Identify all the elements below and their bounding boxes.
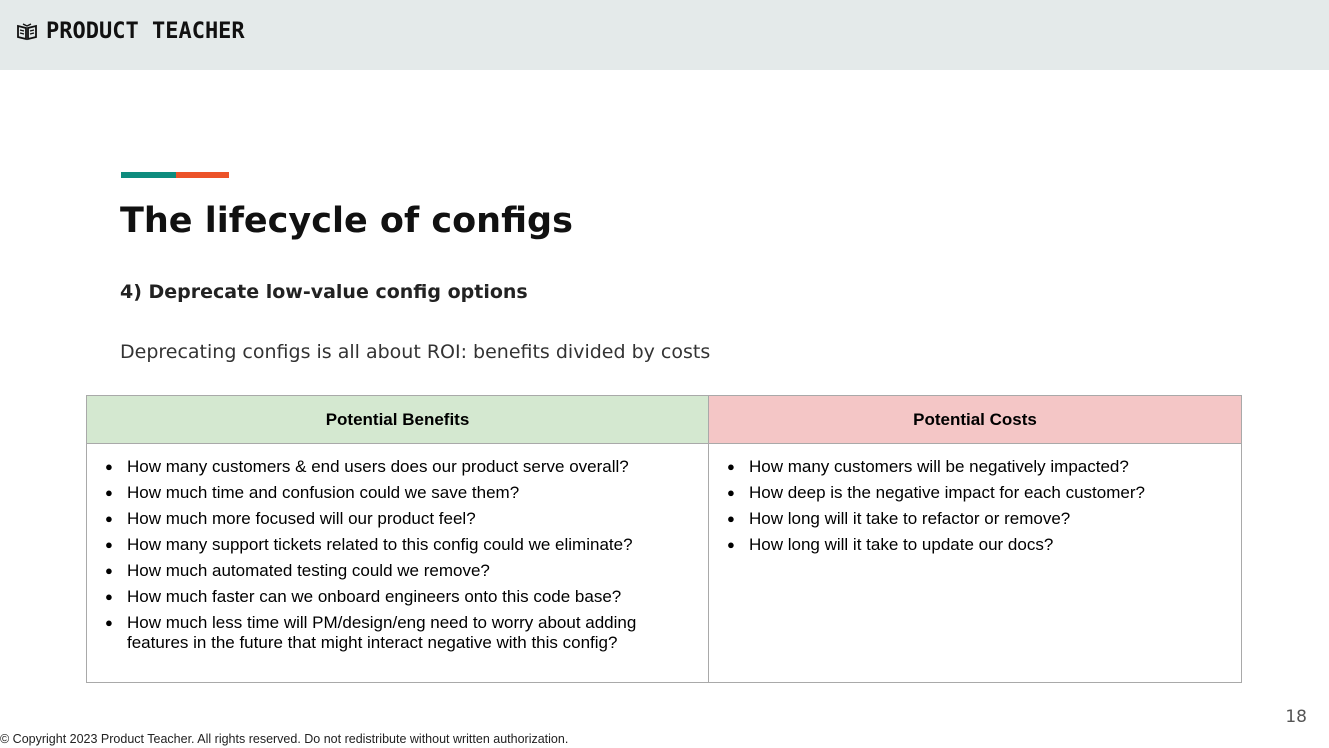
- accent-teal-segment: [121, 172, 176, 178]
- open-book-icon: [16, 23, 38, 41]
- list-item: ● How much less time will PM/design/eng need to worry about adding features in the future that might interact negative with this config?: [105, 613, 698, 653]
- benefits-header: Potential Benefits: [87, 396, 709, 444]
- list-item: ● How deep is the negative impact for each customer?: [727, 483, 1231, 503]
- brand-name: PRODUCT TEACHER: [46, 19, 245, 44]
- header-bar: [0, 0, 1329, 70]
- list-item: ● How much automated testing could we remove?: [105, 561, 698, 581]
- accent-orange-segment: [176, 172, 229, 178]
- slide-title: The lifecycle of configs: [120, 201, 573, 241]
- page-number: 18: [1285, 707, 1307, 727]
- benefits-costs-table: [86, 395, 1242, 683]
- step-heading: 4) Deprecate low-value config options: [120, 281, 528, 303]
- table-header-row: [87, 396, 1242, 444]
- table-body-row: [87, 444, 1242, 683]
- list-item: ● How many support tickets related to this config could we eliminate?: [105, 535, 698, 555]
- list-item: ● How many customers & end users does our product serve overall?: [105, 457, 698, 477]
- list-item: ● How many customers will be negatively impacted?: [727, 457, 1231, 477]
- list-item: ● How long will it take to refactor or remove?: [727, 509, 1231, 529]
- list-item: ● How much faster can we onboard engineers onto this code base?: [105, 587, 698, 607]
- costs-header: Potential Costs: [709, 396, 1242, 444]
- benefits-cell: [87, 444, 709, 683]
- benefits-list: [105, 457, 698, 653]
- brand: [16, 19, 245, 45]
- copyright-notice: © Copyright 2023 Product Teacher. All rights reserved. Do not redistribute without written authorization.: [0, 732, 569, 746]
- costs-list: [727, 457, 1231, 555]
- title-accent-bar: [121, 172, 229, 178]
- list-item: ● How long will it take to update our docs?: [727, 535, 1231, 555]
- intro-text: Deprecating configs is all about ROI: benefits divided by costs: [120, 341, 711, 363]
- costs-cell: [709, 444, 1242, 683]
- list-item: ● How much more focused will our product feel?: [105, 509, 698, 529]
- list-item: ● How much time and confusion could we save them?: [105, 483, 698, 503]
